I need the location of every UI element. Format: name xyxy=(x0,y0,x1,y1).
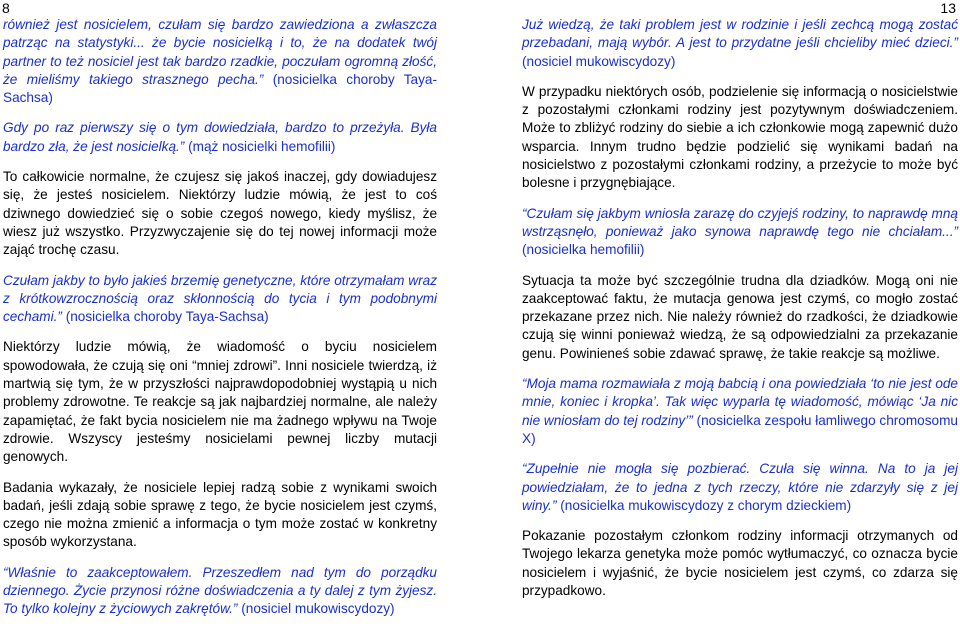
body-paragraph: To całkowicie normalne, że czujesz się jakoś inaczej, gdy dowiadujesz się, że jesteś nosicielem. Niektórzy ludzie mówią, że jest to coś dziwnego dowiedzieć się o sobie czegoś nowego, kiedy myślisz, że wiesz już wszystko. Przyzwyczajenie się do tej nowej informacji może zająć trochę czasu. xyxy=(3,169,437,258)
body-paragraph: Sytuacja ta może być szczególnie trudna dla dziadków. Mogą oni nie zaakceptować faktu, że mutacja genowa jest czymś, co mogło zostać przekazane przez nich. Nie należy również do rzadkości, że dziadkowie czują się winni ponieważ wiedzą, że są odpowiedzialni za przekazanie genu. Powinieneś sobie zdawać sprawę, że takie reakcje są możliwe. xyxy=(522,272,958,361)
right-column xyxy=(522,16,958,612)
quote-text: “Zupełnie nie mogła się pozbierać. Czuła się winna. Na to ja jej powiedziałam, że to jedna z tych rzeczy, które nie zdarzyły się z jej winy.” xyxy=(522,461,958,513)
quote-text: “Moja mama rozmawiała z moją babcią i ona powiedziała ‘to nie jest ode mnie, koniec i kropka’. Tak więc wyparła tę wiadomość, mówiąc ‘Ja nic nie wniosłam do tej rodziny’” xyxy=(522,376,958,428)
quote-source: (nosicielka hemofilii) xyxy=(522,242,645,258)
quote-text: Już wiedzą, że taki problem jest w rodzinie i jeśli zechcą mogą zostać przebadani, mają wybór. A jest to przydatne jeśli chcieliby mieć dzieci.” xyxy=(522,17,958,51)
quote-paragraph xyxy=(522,16,958,71)
quote-source: (nosicielka mukowiscydozy z chorym dzieckiem) xyxy=(556,497,852,513)
quote-paragraph xyxy=(3,119,437,156)
body-paragraph: Pokazanie pozostałym członkom rodziny informacji otrzymanych od Twojego lekarza genetyka może pomóc wytłumaczyć, co oznacza bycie nosicielem i wyjaśnić, że bycie nosicielem jest czymś, co zdarza się przypadkowo. xyxy=(522,528,958,599)
quote-paragraph xyxy=(522,205,958,260)
quote-text: “Właśnie to zaakceptowałem. Przeszedłem nad tym do porządku dziennego. Życie przynosi różne doświadczenia a ty dalej z tym żyjesz. To tylko kolejny z życiowych zakrętów.” xyxy=(3,564,437,617)
quote-text: Gdy po raz pierwszy się o tym dowiedziała, bardzo to przeżyła. Była bardzo zła, że jest nosicielką.” xyxy=(3,120,437,154)
quote-text: Czułam jakby to było jakieś brzemię genetyczne, które otrzymałam wraz z krótkowzrocznością oraz skłonnością do tycia i tym podobnymi cechami.” xyxy=(3,272,437,325)
quote-paragraph xyxy=(3,272,437,327)
quote-source: (mąż nosicielki hemofilii) xyxy=(184,138,336,154)
quote-paragraph xyxy=(3,564,437,619)
body-paragraph: Badania wykazały, że nosiciele lepiej radzą sobie z wynikami swoich badań, jeśli zdają sobie sprawę z tego, że bycie nosicielem jest czymś, czego nie można zmienić a informacja o tym może zostać w konkretny sposób wykorzystana. xyxy=(3,479,437,550)
quote-text: “Czułam się jakbym wniosła zarazę do czyjejś rodziny, to naprawdę mną wstrząsnęło, ponieważ jako synowa naprawdę tego nie chciałam...” xyxy=(522,205,958,239)
page-number-left: 8 xyxy=(2,0,10,16)
quote-paragraph xyxy=(522,460,958,515)
body-paragraph: Niektórzy ludzie mówią, że wiadomość o byciu nosicielem spowodowała, że czują się oni “mniej zdrowi”. Inni nosiciele twierdzą, iż martwią się tym, że w przyszłości najprawdopodobniej wystąpią u nich problemy zdrowotne. Te reakcje są jak najbardziej normalne, ale należy zapamiętać, że fakt bycia nosicielem nie ma żadnego wpływu na Twoje zdrowie. Wszyscy jesteśmy nosicielami pewnej liczby mutacji genowych. xyxy=(3,339,437,465)
quote-source: (nosiciel mukowiscydozy) xyxy=(522,53,676,69)
quote-source: (nosicielka zespołu łamliwego chromosomu X) xyxy=(522,412,958,446)
page-number-right: 13 xyxy=(940,0,956,16)
body-paragraph: W przypadku niektórych osób, podzielenie się informacją o nosicielstwie z pozostałymi członkami rodziny jest pozytywnym doświadczeniem. Może to zbliżyć rodziny do siebie a ich członkowie mogą zapewnić dużo wsparcia. Innym trudno będzie podzielić się wynikami badań na nosicielstwo z pozostałymi członkami rodziny, a przeżycie to może być bolesne i przygnębiające. xyxy=(522,83,958,191)
quote-paragraph xyxy=(3,16,437,107)
quote-paragraph xyxy=(522,375,958,448)
left-column xyxy=(3,16,437,631)
quote-source: (nosicielka choroby Taya-Sachsa) xyxy=(61,309,269,325)
quote-source: (nosiciel mukowiscydozy) xyxy=(237,601,395,617)
quote-text: również jest nosicielem, czułam się bardzo zawiedziona a zwłaszcza patrząc na statystyki... że bycie nosicielką i to, że na dodatek twój partner to też nosiciel jest tak bardzo rzadkie, poczułam ogromną złość, że mieliśmy takiego strasznego pecha.” xyxy=(3,17,437,87)
quote-source: (nosicielka choroby Taya-Sachsa) xyxy=(3,71,438,106)
